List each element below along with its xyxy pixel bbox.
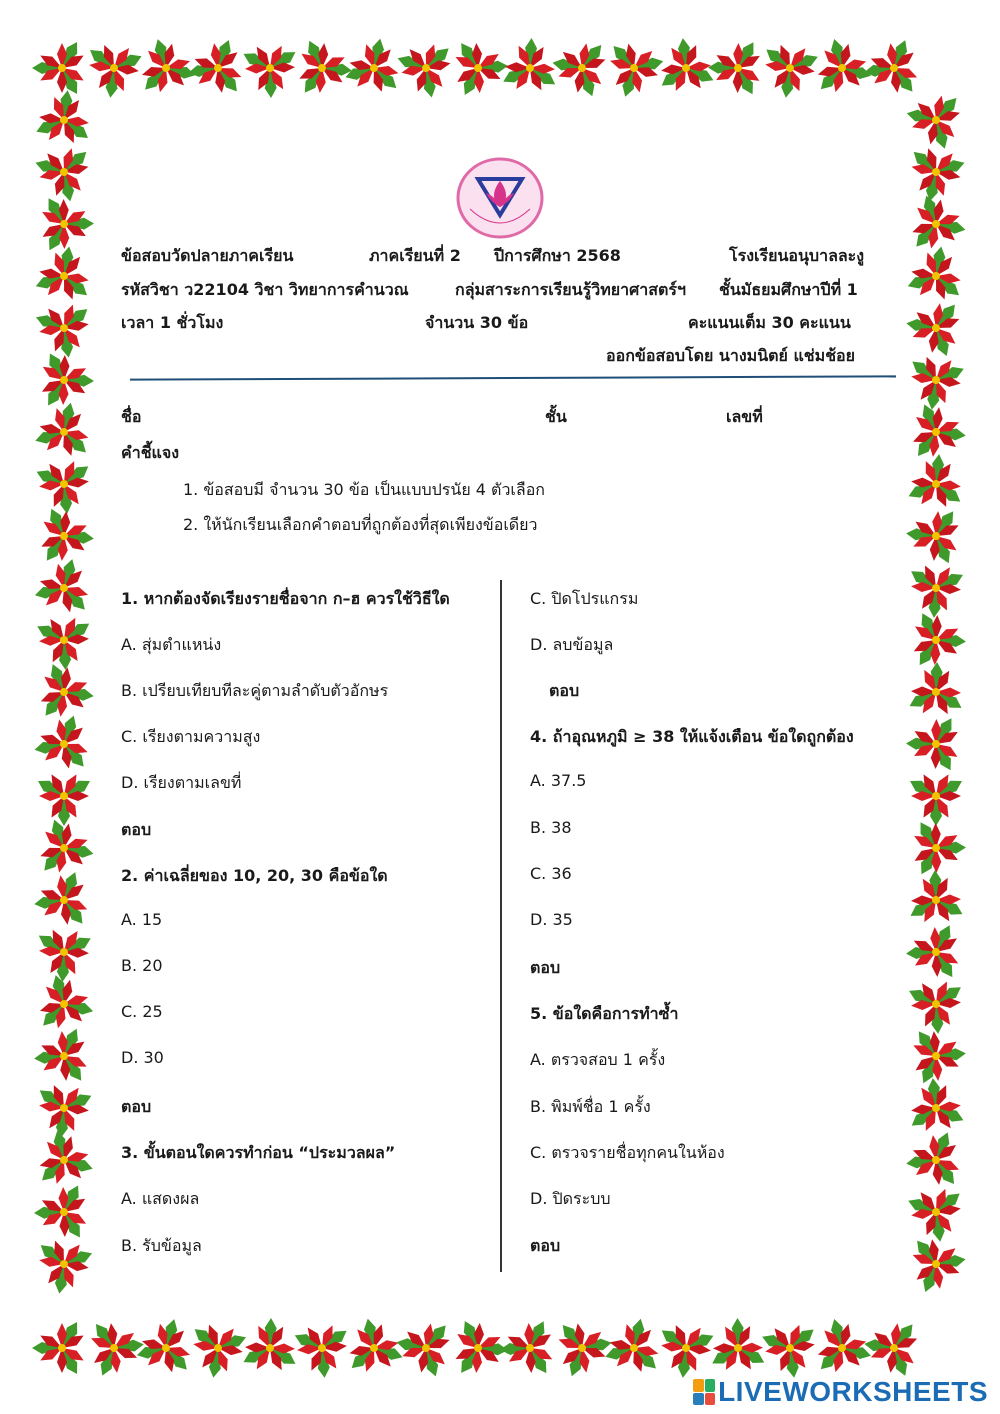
column-divider <box>500 580 502 1272</box>
question-1: 1. หากต้องจัดเรียงรายชื่อจาก ก–ฮ ควรใช้วิธีใด <box>121 589 450 608</box>
poinsettia-flower <box>811 34 878 104</box>
q4-option-c[interactable]: C. 36 <box>530 864 572 883</box>
q2-answer-label: ตอบ <box>121 1097 152 1116</box>
poinsettia-flower <box>295 37 354 99</box>
poinsettia-flower <box>904 135 973 207</box>
q3-option-a[interactable]: A. แสดงผล <box>121 1189 200 1208</box>
poinsettia-flower <box>29 756 105 833</box>
poinsettia-flower <box>31 1226 102 1300</box>
poinsettia-flower <box>654 1321 717 1381</box>
subject: รหัสวิชา ว22104 วิชา วิทยาการคำนวณ <box>121 280 409 299</box>
poinsettia-flower <box>899 238 978 317</box>
poinsettia-flower <box>904 505 963 567</box>
poinsettia-flower <box>27 1172 104 1247</box>
q1-answer-label: ตอบ <box>121 820 152 839</box>
q5-option-a[interactable]: A. ตรวจสอบ 1 ครั้ง <box>530 1050 666 1069</box>
poinsettia-flower <box>29 706 101 776</box>
poinsettia-flower <box>701 27 779 103</box>
poinsettia-flower <box>654 35 717 95</box>
poinsettia-flower <box>856 31 935 109</box>
poinsettia-flower <box>897 1174 969 1248</box>
brand-text: LIVEWORKSHEETS <box>718 1376 988 1407</box>
q2-option-c[interactable]: C. 25 <box>121 1002 163 1021</box>
poinsettia-flower <box>901 756 977 833</box>
poinsettia-flower <box>27 135 96 207</box>
poinsettia-flower <box>547 34 610 100</box>
poinsettia-flower <box>26 863 105 941</box>
poinsettia-flower <box>597 1310 676 1389</box>
q4-option-d[interactable]: D. 35 <box>530 910 573 929</box>
poinsettia-flower <box>393 39 460 103</box>
poinsettia-flower <box>903 352 968 414</box>
q3-option-c[interactable]: C. ปิดโปรแกรม <box>530 589 639 608</box>
poinsettia-flower <box>27 287 106 366</box>
semester: ภาคเรียนที่ 2 <box>369 246 461 265</box>
poinsettia-flower <box>31 241 97 304</box>
poinsettia-flower <box>182 30 256 101</box>
q4-option-a[interactable]: A. 37.5 <box>530 771 587 790</box>
poinsettia-flower <box>291 1321 353 1380</box>
poinsettia-flower <box>906 661 966 717</box>
poinsettia-flower <box>33 926 94 983</box>
class-label: ชั้น <box>545 407 567 426</box>
poinsettia-flower <box>911 819 966 878</box>
poinsettia-flower <box>806 1312 876 1379</box>
question-2: 2. ค่าเฉลี่ยของ 10, 20, 30 คือข้อใด <box>121 866 388 885</box>
q5-option-b[interactable]: B. พิมพ์ชื่อ 1 ครั้ง <box>530 1097 651 1116</box>
poinsettia-flower <box>73 27 151 106</box>
number-label: เลขที่ <box>726 407 763 426</box>
poinsettia-flower <box>23 500 102 578</box>
q5-answer-label: ตอบ <box>530 1236 561 1255</box>
poinsettia-flower <box>493 1308 569 1383</box>
poinsettia-flower <box>899 916 977 993</box>
instructions-title: คำชี้แจง <box>121 443 180 462</box>
poinsettia-flower <box>332 1310 411 1389</box>
q3-option-b[interactable]: B. รับข้อมูล <box>121 1236 202 1255</box>
poinsettia-flower <box>903 1128 964 1192</box>
q3-option-d[interactable]: D. ลบข้อมูล <box>530 635 614 654</box>
subject-group: กลุ่มสาระการเรียนรู้วิทยาศาสตร์ฯ <box>455 280 686 299</box>
poinsettia-flower <box>130 31 201 99</box>
poinsettia-flower <box>32 1319 86 1377</box>
exam-time: เวลา 1 ชั่วโมง <box>121 313 224 332</box>
poinsettia-flower <box>24 183 102 259</box>
poinsettia-flower <box>553 1314 616 1380</box>
q3-answer-label: ตอบ <box>549 681 580 700</box>
poinsettia-flower <box>907 191 971 258</box>
poinsettia-flower <box>24 601 99 677</box>
poinsettia-flower <box>391 1314 455 1381</box>
q1-option-c[interactable]: C. เรียงตามความสูง <box>121 727 261 746</box>
poinsettia-flower <box>32 1025 91 1087</box>
poinsettia-flower <box>39 350 95 410</box>
instruction-item-1: 1. ข้อสอบมี จำนวน 30 ข้อ เป็นแบบปรนัย 4 ตัวเลือก <box>183 480 545 499</box>
grade-level: ชั้นมัธยมศึกษาปีที่ 1 <box>719 280 858 299</box>
q1-option-a[interactable]: A. สุ่มตำแหน่ง <box>121 635 222 654</box>
poinsettia-flower <box>905 978 967 1036</box>
poinsettia-flower <box>439 1308 515 1382</box>
question-4: 4. ถ้าอุณหภูมิ ≥ 38 ให้แจ้งเตือน ข้อใดถูกต้อง <box>530 727 854 746</box>
q2-option-a[interactable]: A. 15 <box>121 910 163 929</box>
poinsettia-flower <box>234 28 311 106</box>
poinsettia-flower <box>28 554 95 623</box>
poinsettia-flower <box>73 1307 152 1385</box>
q5-option-c[interactable]: C. ตรวจรายชื่อทุกคนในห้อง <box>530 1143 725 1162</box>
poinsettia-flower <box>35 815 99 882</box>
q1-option-b[interactable]: B. เปรียบเทียบทีละคู่ตามลำดับตัวอักษร <box>121 681 389 700</box>
question-count: จำนวน 30 ข้อ <box>425 313 529 332</box>
q2-option-b[interactable]: B. 20 <box>121 956 163 975</box>
poinsettia-flower <box>757 30 829 104</box>
poinsettia-flower <box>27 394 106 473</box>
exam-author: ออกข้อสอบโดย นางมนิตย์ แช่มช้อย <box>606 346 856 365</box>
poinsettia-flower <box>33 457 96 517</box>
poinsettia-flower <box>901 863 976 940</box>
poinsettia-flower <box>32 39 86 97</box>
poinsettia-flower <box>900 295 974 366</box>
poinsettia-flower <box>592 26 671 105</box>
liveworksheets-brand[interactable] <box>693 1376 988 1408</box>
q1-option-d[interactable]: D. เรียงตามเลขที่ <box>121 773 242 792</box>
school-name: โรงเรียนอนุบาลละงู <box>729 246 865 265</box>
poinsettia-flower <box>439 34 515 108</box>
poinsettia-flower <box>23 1067 101 1146</box>
question-5: 5. ข้อใดคือการทำซ้ำ <box>530 1004 679 1023</box>
name-label: ชื่อ <box>121 407 142 426</box>
liveworksheets-icon <box>693 1379 715 1405</box>
instruction-item-2: 2. ให้นักเรียนเลือกคำตอบที่ถูกต้องที่สุดเพียงข้อเดียว <box>183 515 538 534</box>
q4-option-b[interactable]: B. 38 <box>530 818 572 837</box>
q2-option-d[interactable]: D. 30 <box>121 1048 164 1067</box>
q4-answer-label: ตอบ <box>530 958 561 977</box>
exam-title: ข้อสอบวัดปลายภาคเรียน <box>121 246 294 265</box>
poinsettia-flower <box>899 703 977 779</box>
poinsettia-flower <box>897 448 970 523</box>
poinsettia-flower <box>751 1310 823 1384</box>
poinsettia-flower <box>856 1307 935 1385</box>
question-3: 3. ขั้นตอนใดควรทำก่อน “ประมวลผล” <box>121 1143 396 1162</box>
poinsettia-flower <box>25 84 97 159</box>
school-logo <box>456 157 544 239</box>
total-score: คะแนนเต็ม 30 คะแนน <box>688 313 851 332</box>
q5-option-d[interactable]: D. ปิดระบบ <box>530 1189 611 1208</box>
academic-year: ปีการศึกษา 2568 <box>494 246 621 265</box>
